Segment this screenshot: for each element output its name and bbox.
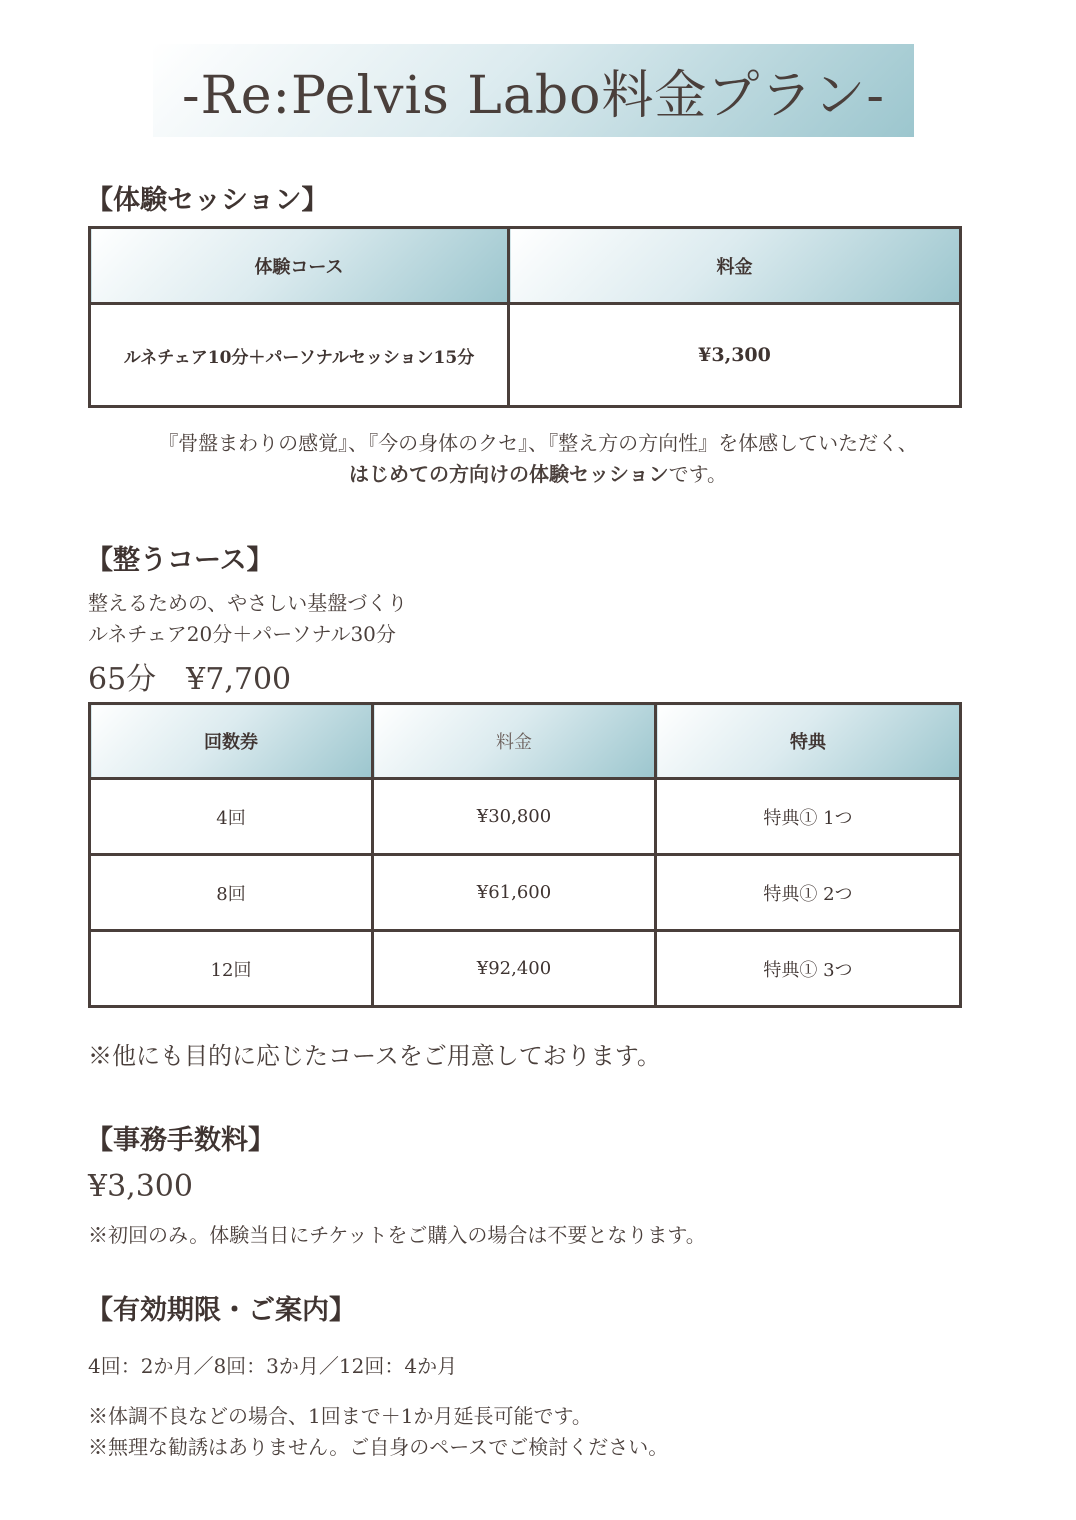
trial-note-line2 (88, 459, 988, 490)
trial-note-bold: はじめての方向けの体験セッション (348, 462, 669, 486)
trial-course-cell: ルネチェア10分＋パーソナルセッション15分 (90, 304, 509, 407)
table-row (90, 931, 961, 1007)
fee-price: ¥3,300 (88, 1169, 193, 1204)
trial-header-row (90, 228, 961, 304)
benefit-cell: 特典① 2つ (656, 855, 961, 931)
course-col-price: 料金 (373, 704, 656, 779)
price-cell: ¥92,400 (373, 931, 656, 1007)
benefit-cell: 特典① 1つ (656, 779, 961, 855)
benefit-cell: 特典① 3つ (656, 931, 961, 1007)
price-cell: ¥61,600 (373, 855, 656, 931)
course-price-line: 65分 ¥7,700 (88, 662, 292, 697)
page-title: -Re:Pelvis Labo料金プラン- (182, 66, 885, 126)
validity-note1: ※体調不良などの場合、1回まで＋1か月延長可能です。 (88, 1404, 592, 1428)
trial-heading: 【体験セッション】 (86, 185, 329, 216)
price-cell: ¥30,800 (373, 779, 656, 855)
title-banner (153, 44, 914, 137)
trial-row (90, 304, 961, 407)
table-row (90, 855, 961, 931)
table-row (90, 779, 961, 855)
course-col-benefit: 特典 (656, 704, 961, 779)
fee-note: ※初回のみ。体験当日にチケットをご購入の場合は不要となります。 (88, 1223, 706, 1247)
trial-note-rest: です。 (668, 462, 727, 486)
course-note: ※他にも目的に応じたコースをご用意しております。 (88, 1042, 661, 1070)
trial-price-cell: ¥3,300 (509, 304, 961, 407)
course-header-row (90, 704, 961, 779)
tickets-cell: 8回 (90, 855, 373, 931)
course-col-tickets: 回数券 (90, 704, 373, 779)
tickets-cell: 4回 (90, 779, 373, 855)
trial-col-price: 料金 (509, 228, 961, 304)
course-table (88, 702, 962, 1008)
course-desc1: 整えるための、やさしい基盤づくり (88, 591, 408, 615)
trial-col-course: 体験コース (90, 228, 509, 304)
validity-periods: 4回：2か月／8回：3か月／12回：4か月 (88, 1354, 458, 1378)
trial-note-line1: 『骨盤まわりの感覚』、『今の身体のクセ』、『整え方の方向性』を体感していただく、 (158, 431, 918, 455)
validity-note2: ※無理な勧誘はありません。ご自身のペースでご検討ください。 (88, 1435, 669, 1459)
course-heading: 【整うコース】 (86, 545, 274, 576)
tickets-cell: 12回 (90, 931, 373, 1007)
trial-table (88, 226, 962, 408)
validity-heading: 【有効期限・ご案内】 (86, 1295, 356, 1326)
course-desc2: ルネチェア20分＋パーソナル30分 (88, 622, 396, 646)
fee-heading: 【事務手数料】 (86, 1125, 275, 1156)
trial-note (88, 428, 988, 490)
